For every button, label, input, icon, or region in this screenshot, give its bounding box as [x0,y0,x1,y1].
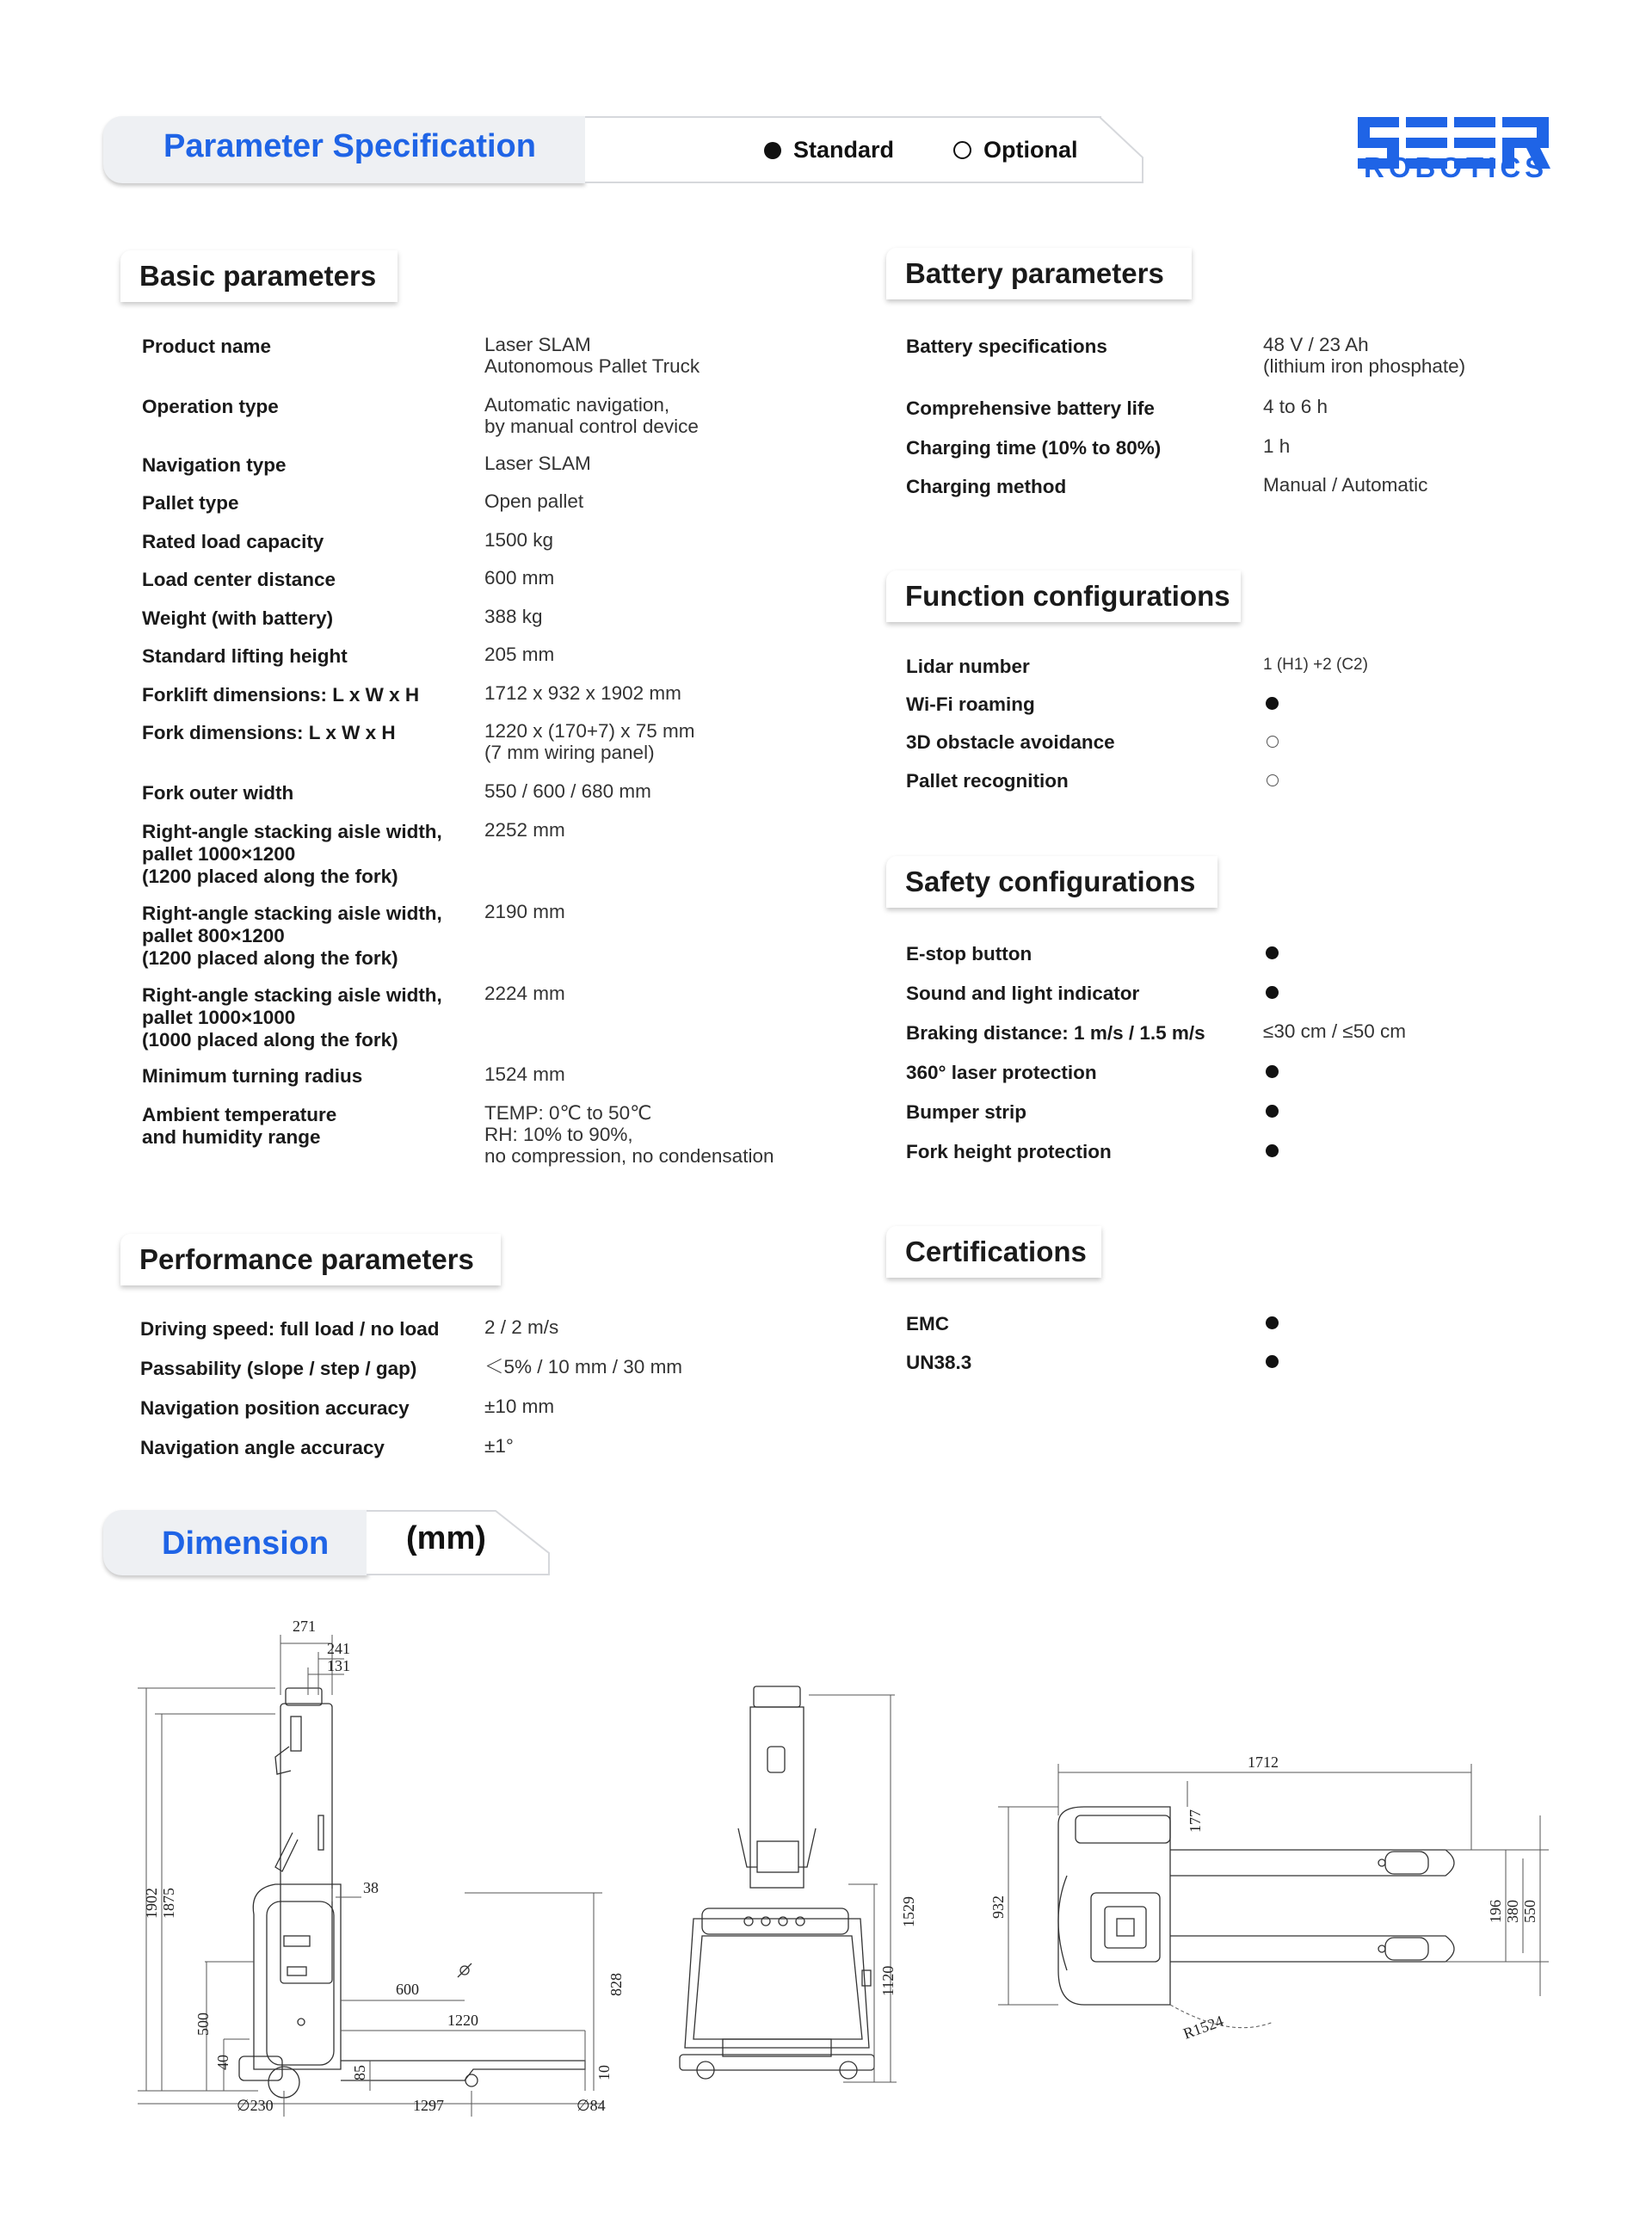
basic-row-label: Minimum turning radius [142,1065,363,1087]
dim-label: 241 [327,1640,350,1657]
standard-dot-icon [1266,1144,1279,1157]
performance-row-label: Driving speed: full load / no load [140,1318,440,1340]
dim-label: ∅230 [237,2097,274,2114]
battery-row-label: Battery specifications [906,336,1107,357]
dim-label: 1529 [900,1896,917,1927]
battery-row-value: 1 h [1263,435,1291,457]
dim-label: 1712 [1248,1753,1279,1771]
safety-row-value: ≤30 cm / ≤50 cm [1263,1020,1406,1042]
dim-label: 380 [1504,1900,1521,1923]
basic-row-value: 1524 mm [484,1063,565,1085]
dim-label: 1902 [143,1888,160,1919]
safety-row-label: Bumper strip [906,1101,1027,1123]
basic-row-label: Right-angle stacking aisle width, pallet 1000×1000 (1000 placed along the fork) [142,984,442,1051]
basic-row-label: Navigation type [142,454,287,476]
safety-row-label: Fork height protection [906,1141,1112,1162]
dim-label: 500 [194,2012,212,2036]
performance-row-value: ＜5% / 10 mm / 30 mm [484,1356,683,1378]
basic-row-value: 205 mm [484,644,555,665]
dim-label: 131 [327,1657,350,1674]
basic-row-value: 388 kg [484,606,543,627]
function-configurations-heading: Function configurations [886,570,1241,622]
safety-row-label: E-stop button [906,943,1032,965]
basic-row-value: 2224 mm [484,983,565,1004]
basic-row-value: Open pallet [484,490,584,512]
front-view-drawing [671,1669,964,2099]
basic-row-label: Right-angle stacking aisle width, pallet 1000×1200 (1200 placed along the fork) [142,821,442,887]
basic-row-value: Automatic navigation, by manual control device [484,394,699,437]
side-view-drawing [138,1609,625,2125]
certifications-row-label: EMC [906,1313,949,1334]
dim-label: 828 [607,1973,625,1996]
legend-optional: Optional [953,137,1078,163]
battery-row-value: Manual / Automatic [1263,474,1428,496]
legend-box [585,116,1101,183]
optional-dot-icon [1267,774,1279,786]
dim-label: 40 [214,2055,231,2070]
safety-row-label: 360° laser protection [906,1062,1097,1083]
function-row-value: 1 (H1) +2 (C2) [1263,656,1368,674]
dim-label: R1524 [1180,2012,1226,2043]
legend-standard: Standard [764,137,894,163]
basic-row-label: Load center distance [142,569,336,590]
basic-row-label: Forklift dimensions: L x W x H [142,684,420,706]
dimension-title-box [103,1510,368,1575]
open-dot-icon [953,141,971,159]
dim-label: 932 [989,1895,1007,1919]
basic-row-label: Ambient temperature and humidity range [142,1104,337,1148]
basic-row-value: 600 mm [484,567,555,589]
battery-row-value: 4 to 6 h [1263,396,1328,417]
basic-row-label: Fork outer width [142,782,294,804]
battery-row-label: Charging method [906,476,1067,497]
battery-row-label: Comprehensive battery life [906,398,1155,419]
dim-label: 38 [363,1879,379,1896]
performance-row-label: Navigation position accuracy [140,1397,410,1419]
dim-label: 600 [396,1981,419,1998]
basic-row-label: Product name [142,336,272,357]
basic-row-value: 1712 x 932 x 1902 mm [484,682,681,704]
dim-label: 85 [351,2065,368,2080]
battery-row-value: 48 V / 23 Ah (lithium iron phosphate) [1263,334,1466,377]
dimension-unit: (mm) [406,1520,486,1556]
performance-row-value: ±10 mm [484,1396,555,1417]
dimension-banner [103,1510,551,1575]
dim-label: 271 [293,1618,316,1635]
standard-dot-icon [1266,1355,1279,1368]
dim-label: 550 [1521,1900,1538,1923]
basic-row-value: Laser SLAM [484,453,591,474]
front-view-labels [879,1896,917,1996]
spec-banner-title-box [103,116,585,183]
performance-row-value: 2 / 2 m/s [484,1316,559,1338]
top-view-drawing [989,1747,1557,2108]
basic-row-label: Operation type [142,396,279,417]
basic-row-label: Standard lifting height [142,645,348,667]
basic-row-label: Fork dimensions: L x W x H [142,722,396,743]
filled-dot-icon [764,142,781,159]
top-view-labels [989,1753,1538,2043]
basic-parameters-heading: Basic parameters [120,250,398,302]
safety-configurations-heading: Safety configurations [886,856,1217,908]
dimension-title: Dimension [162,1525,330,1562]
function-row-label: Wi-Fi roaming [906,693,1035,715]
certifications-row-label: UN38.3 [906,1352,972,1373]
basic-row-value: 2252 mm [484,819,565,841]
dim-label: ∅84 [576,2097,606,2114]
standard-dot-icon [1266,1065,1279,1078]
banner-arrow-tip [1084,116,1144,183]
basic-row-value: 1220 x (170+7) x 75 mm (7 mm wiring panel) [484,720,695,763]
standard-dot-icon [1266,1316,1279,1329]
dim-label: 1297 [413,2097,444,2114]
function-row-label: Pallet recognition [906,770,1069,792]
performance-row-label: Passability (slope / step / gap) [140,1358,417,1379]
battery-row-label: Charging time (10% to 80%) [906,437,1162,459]
standard-dot-icon [1266,1105,1279,1118]
basic-row-value: 550 / 600 / 680 mm [484,780,651,802]
basic-row-label: Right-angle stacking aisle width, pallet 800×1200 (1200 placed along the fork) [142,903,442,969]
certifications-heading: Certifications [886,1226,1101,1278]
basic-row-value: 2190 mm [484,901,565,922]
dim-label: 1220 [447,2012,478,2029]
page-title: Parameter Specification [163,128,536,164]
dim-label: 177 [1187,1809,1204,1833]
safety-row-label: Sound and light indicator [906,983,1140,1004]
dim-label: 196 [1487,1900,1504,1923]
dim-label: 1120 [879,1965,897,1996]
basic-row-value: 1500 kg [484,529,554,551]
performance-row-value: ±1° [484,1435,514,1457]
spec-banner [103,116,1101,183]
optional-dot-icon [1267,736,1279,748]
dim-label: 10 [595,2065,613,2080]
standard-dot-icon [1266,946,1279,959]
side-view-labels [143,1618,625,2114]
performance-row-label: Navigation angle accuracy [140,1437,385,1458]
battery-parameters-heading: Battery parameters [886,248,1192,299]
basic-row-value: TEMP: 0℃ to 50℃ RH: 10% to 90%, no compression, no condensation [484,1102,774,1167]
function-row-label: Lidar number [906,656,1030,677]
standard-dot-icon [1266,697,1279,710]
basic-row-label: Pallet type [142,492,239,514]
safety-row-label: Braking distance: 1 m/s / 1.5 m/s [906,1022,1205,1044]
logo-subtitle: ROBOTICS [1364,151,1549,183]
function-row-label: 3D obstacle avoidance [906,731,1115,753]
basic-row-label: Weight (with battery) [142,607,334,629]
standard-dot-icon [1266,986,1279,999]
basic-row-value: Laser SLAM Autonomous Pallet Truck [484,334,700,377]
dim-label: 1875 [160,1888,177,1919]
performance-parameters-heading: Performance parameters [120,1234,501,1285]
basic-row-label: Rated load capacity [142,531,324,552]
